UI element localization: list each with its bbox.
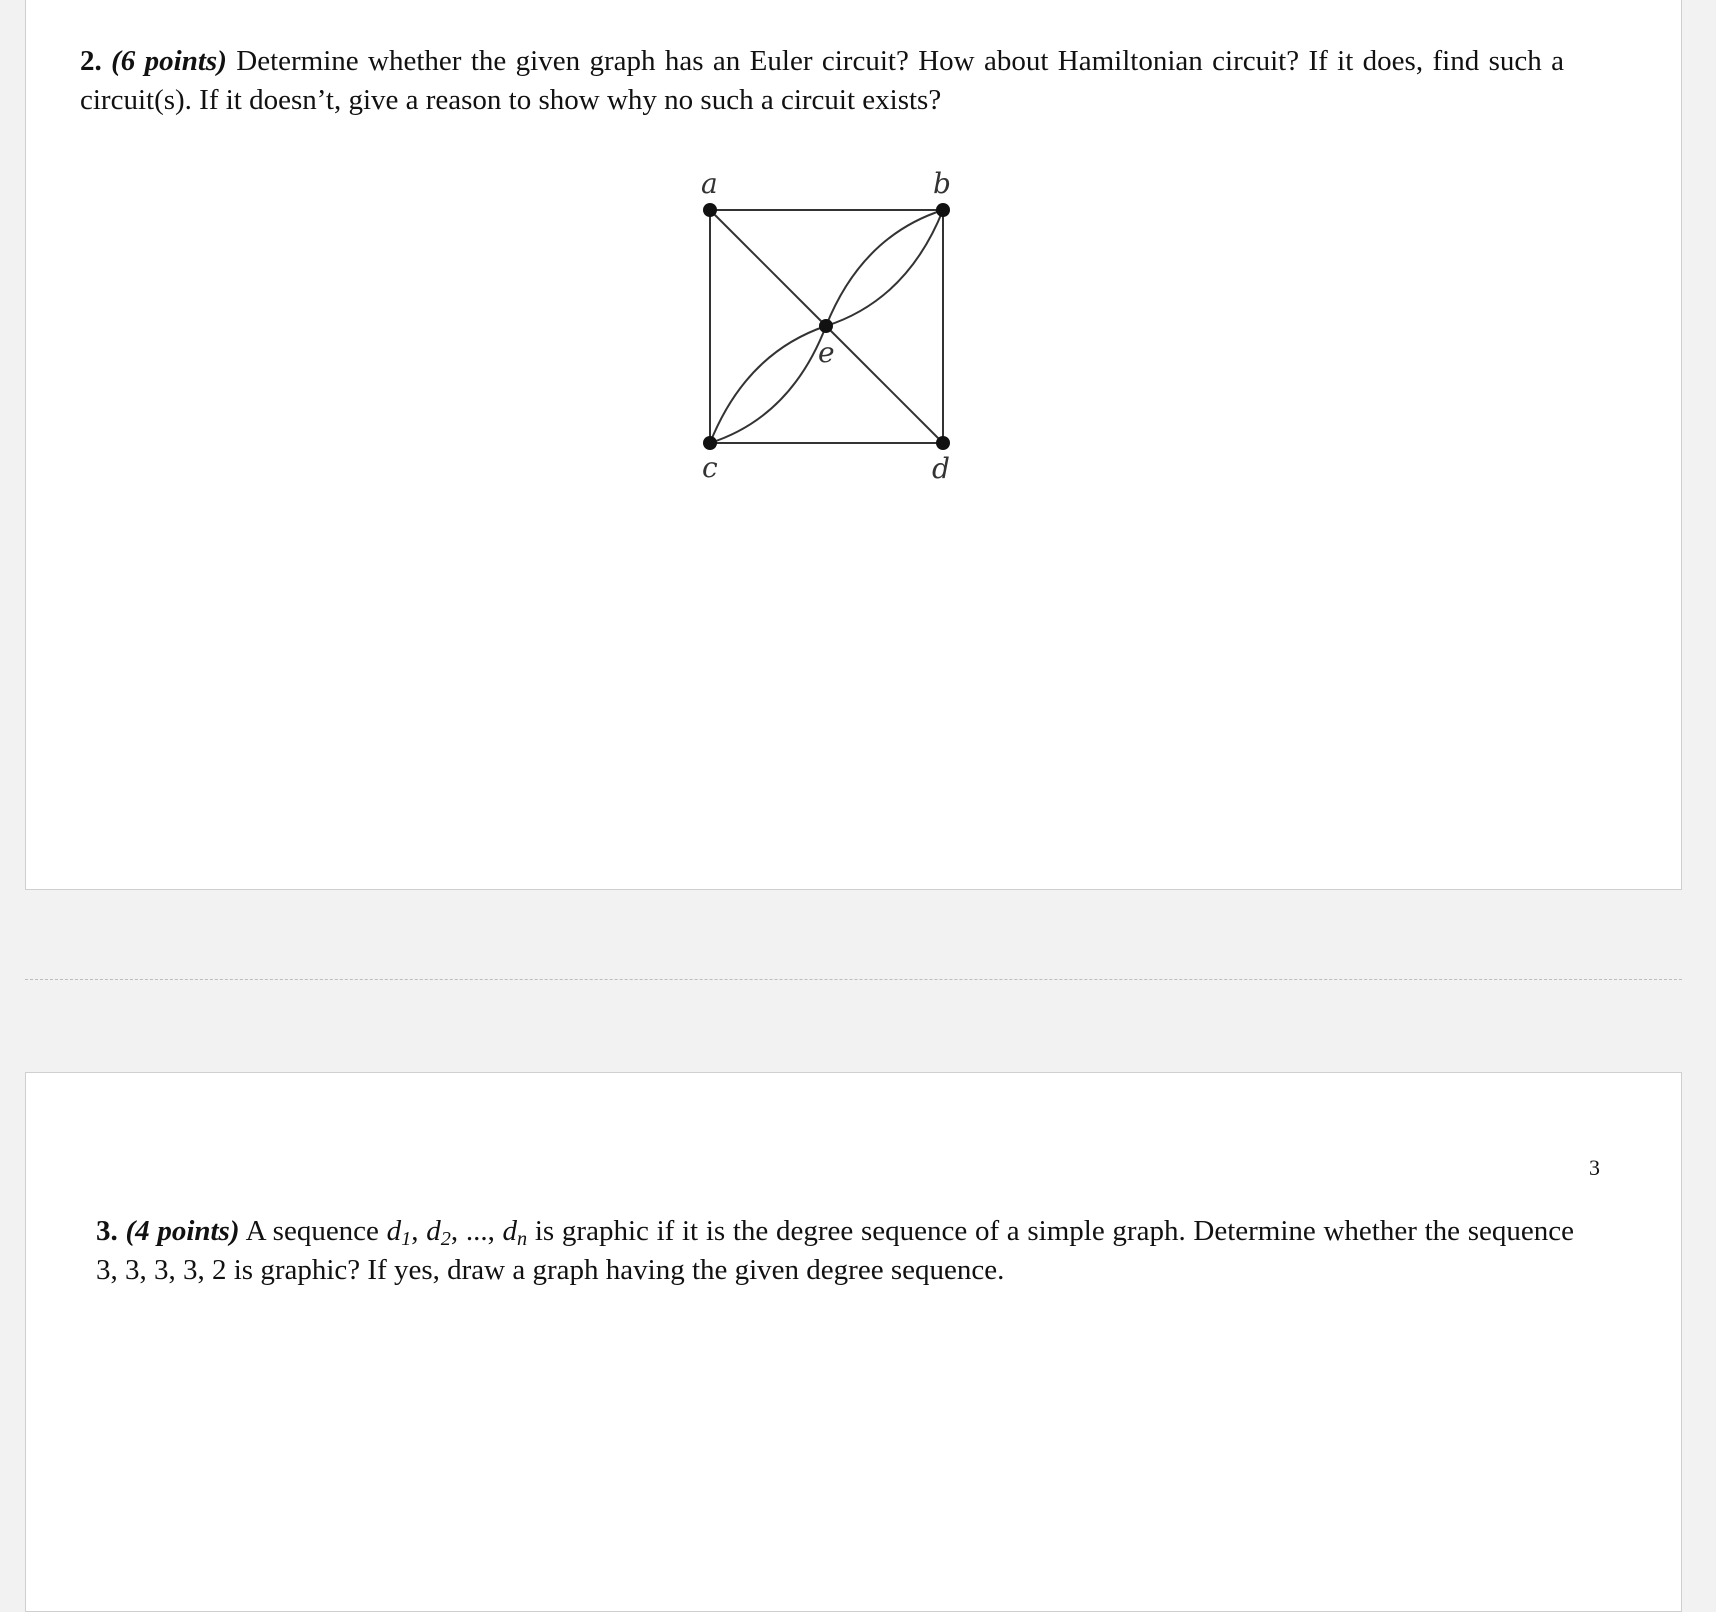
- problem-3-text-after: is graphic if it is the degree sequence of a simple graph. Determine whether the sequence 3, 3, 3, 3, 2 is graphic? If yes, draw a graph having the given degree sequence.: [96, 1215, 1574, 1286]
- seq-d2-subscript: 2: [440, 1228, 451, 1251]
- problem-3-number: 3.: [96, 1215, 118, 1247]
- edge-a-e: [710, 210, 826, 326]
- edge-c-e-upper: [710, 326, 826, 443]
- page-number: 3: [1589, 1155, 1600, 1180]
- graph-svg: [680, 160, 980, 500]
- vertex-c: [703, 436, 717, 450]
- vertex-label-a: a: [701, 167, 718, 200]
- vertex-label-d: d: [932, 452, 950, 485]
- edge-e-d: [826, 326, 943, 443]
- seq-dn-subscript: n: [517, 1228, 528, 1251]
- seq-d2: [426, 1215, 451, 1251]
- seq-d1-symbol: d: [386, 1215, 402, 1247]
- vertex-d: [936, 436, 950, 450]
- seq-dn: [502, 1215, 528, 1251]
- vertex-a: [703, 203, 717, 217]
- edge-b-e-lower: [826, 210, 943, 326]
- graph-figure: [680, 160, 980, 500]
- problem-2-points: (6 points): [111, 45, 227, 77]
- problem-2-statement: [80, 42, 1564, 120]
- vertex-label-e: e: [818, 336, 835, 369]
- problem-3-points: (4 points): [125, 1215, 240, 1247]
- page-separator: [25, 979, 1682, 980]
- vertex-label-b: b: [933, 167, 951, 200]
- vertex-label-c: c: [702, 451, 718, 484]
- page-lower: [25, 1072, 1682, 1612]
- seq-separator-1: ,: [411, 1215, 427, 1247]
- seq-d1-subscript: 1: [401, 1228, 412, 1251]
- edge-c-e-lower: [710, 326, 826, 443]
- seq-d1: [386, 1215, 412, 1251]
- vertex-e: [819, 319, 833, 333]
- seq-d2-symbol: d: [426, 1215, 441, 1247]
- problem-2-text: Determine whether the given graph has an Euler circuit? How about Hamiltonian circuit? If it does, find such a circuit(s). If it doesn’t, give a reason to show why no such a circuit exists?: [80, 45, 1564, 116]
- problem-3-text-before: A sequence: [245, 1215, 387, 1247]
- problem-3-statement: [96, 1212, 1574, 1290]
- edge-b-e-upper: [826, 210, 943, 326]
- seq-dn-symbol: d: [502, 1215, 518, 1247]
- vertex-b: [936, 203, 950, 217]
- seq-separator-2: , ...,: [450, 1215, 503, 1247]
- problem-2-number: 2.: [80, 45, 102, 77]
